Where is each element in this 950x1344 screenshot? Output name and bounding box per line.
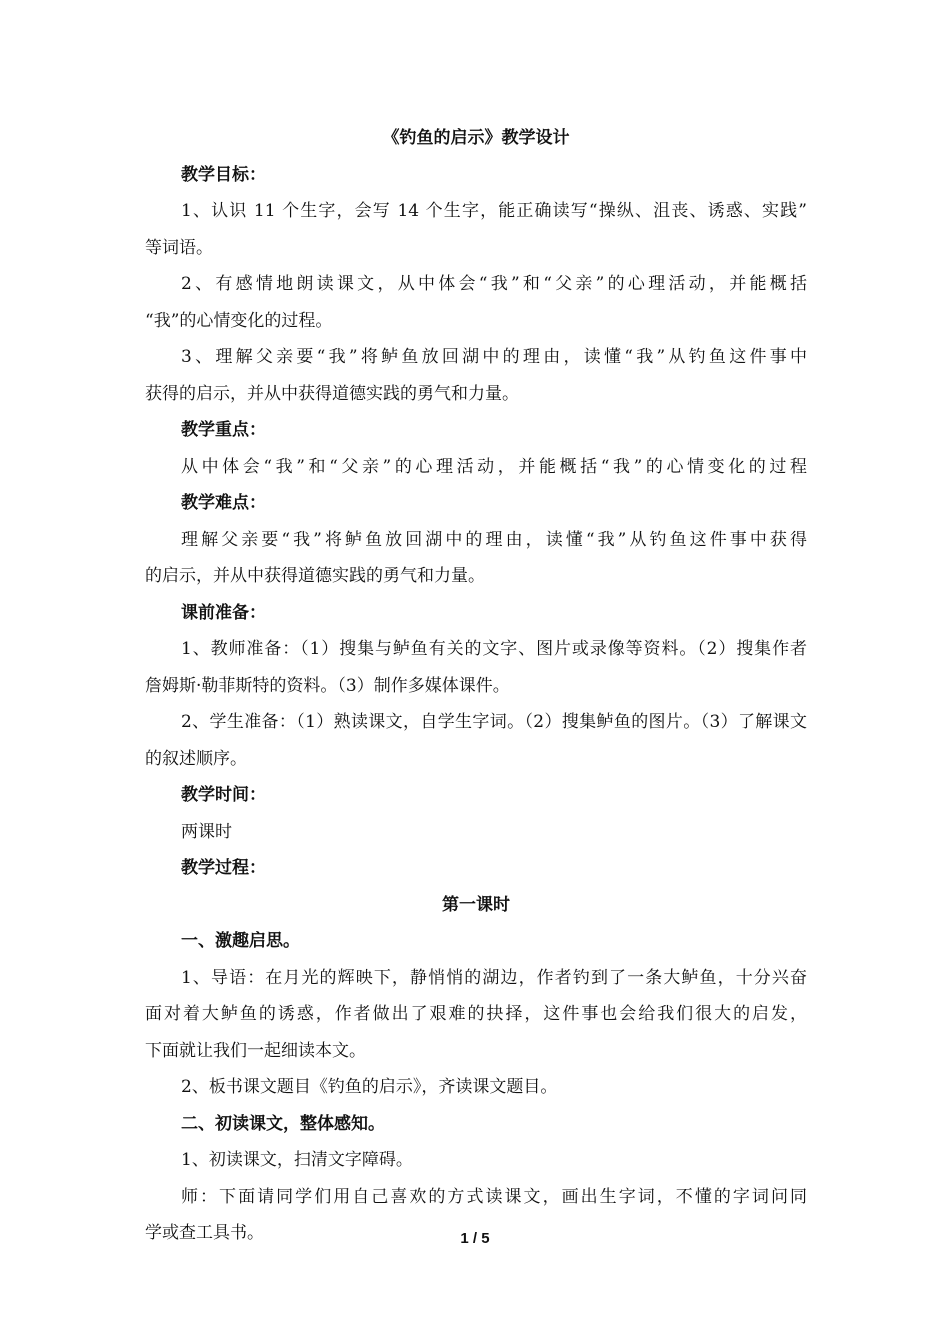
time-text: 两课时	[181, 821, 232, 842]
key-points-heading: 教学重点：	[181, 420, 266, 440]
section-2-para-2-line-2: 学或查工具书。	[145, 1223, 264, 1243]
section-1-heading: 一、激趣启思。	[181, 931, 300, 951]
section-1-para-1-line-1: 1、导语：在月光的辉映下，静悄悄的湖边，作者钓到了一条大鲈鱼，十分兴奋	[181, 967, 807, 988]
goal-3-line-2: 获得的启示，并从中获得道德实践的勇气和力量。	[145, 383, 519, 404]
lesson-one-heading: 第一课时	[442, 894, 510, 915]
difficulties-line-2: 的启示，并从中获得道德实践的勇气和力量。	[145, 566, 485, 586]
section-1-para-1-line-2: 面对着大鲈鱼的诱惑，作者做出了艰难的抉择，这件事也会给我们很大的启发，	[145, 1004, 807, 1024]
document-body	[145, 120, 807, 1252]
document-title: 《钓鱼的启示》教学设计	[382, 128, 570, 148]
goal-2-line-1: 2、有感情地朗读课文，从中体会“我”和“父亲”的心理活动，并能概括	[181, 274, 807, 294]
preparation-2-line-2: 的叙述顺序。	[145, 748, 247, 769]
preparation-1-line-2: 詹姆斯·勒菲斯特的资料。（3）制作多媒体课件。	[145, 675, 510, 696]
goal-2-line-2: “我”的心情变化的过程。	[145, 310, 333, 331]
process-heading: 教学过程：	[181, 858, 266, 878]
goal-1-line-1: 1、认识 11 个生字，会写 14 个生字，能正确读写“操纵、沮丧、诱惑、实践”	[181, 201, 807, 221]
preparation-2-line-1: 2、学生准备：（1）熟读课文，自学生字词。（2）搜集鲈鱼的图片。（3）了解课文	[181, 712, 807, 732]
preparation-heading: 课前准备：	[181, 602, 266, 623]
section-2-heading: 二、初读课文，整体感知。	[181, 1113, 385, 1134]
difficulties-heading: 教学难点：	[181, 493, 266, 513]
page-number: 1 / 5	[460, 1230, 490, 1247]
goals-heading: 教学目标：	[181, 164, 266, 185]
section-2-para-1: 1、初读课文，扫清文字障碍。	[181, 1150, 413, 1170]
time-heading: 教学时间：	[181, 785, 266, 805]
goal-1-line-2: 等词语。	[145, 237, 213, 258]
preparation-1-line-1: 1、教师准备：（1）搜集与鲈鱼有关的文字、图片或录像等资料。（2）搜集作者	[181, 639, 807, 659]
section-1-para-1-line-3: 下面就让我们一起细读本文。	[145, 1040, 366, 1061]
key-points-text: 从中体会“我”和“父亲”的心理活动，并能概括“我”的心情变化的过程	[181, 456, 807, 477]
difficulties-line-1: 理解父亲要“我”将鲈鱼放回湖中的理由，读懂“我”从钓鱼这件事中获得	[181, 529, 807, 550]
section-2-para-2-line-1: 师：下面请同学们用自己喜欢的方式读课文，画出生字词，不懂的字词问同	[181, 1186, 807, 1207]
goal-3-line-1: 3、理解父亲要“我”将鲈鱼放回湖中的理由，读懂“我”从钓鱼这件事中	[181, 347, 807, 367]
section-1-para-2: 2、板书课文题目《钓鱼的启示》，齐读课文题目。	[181, 1077, 558, 1097]
